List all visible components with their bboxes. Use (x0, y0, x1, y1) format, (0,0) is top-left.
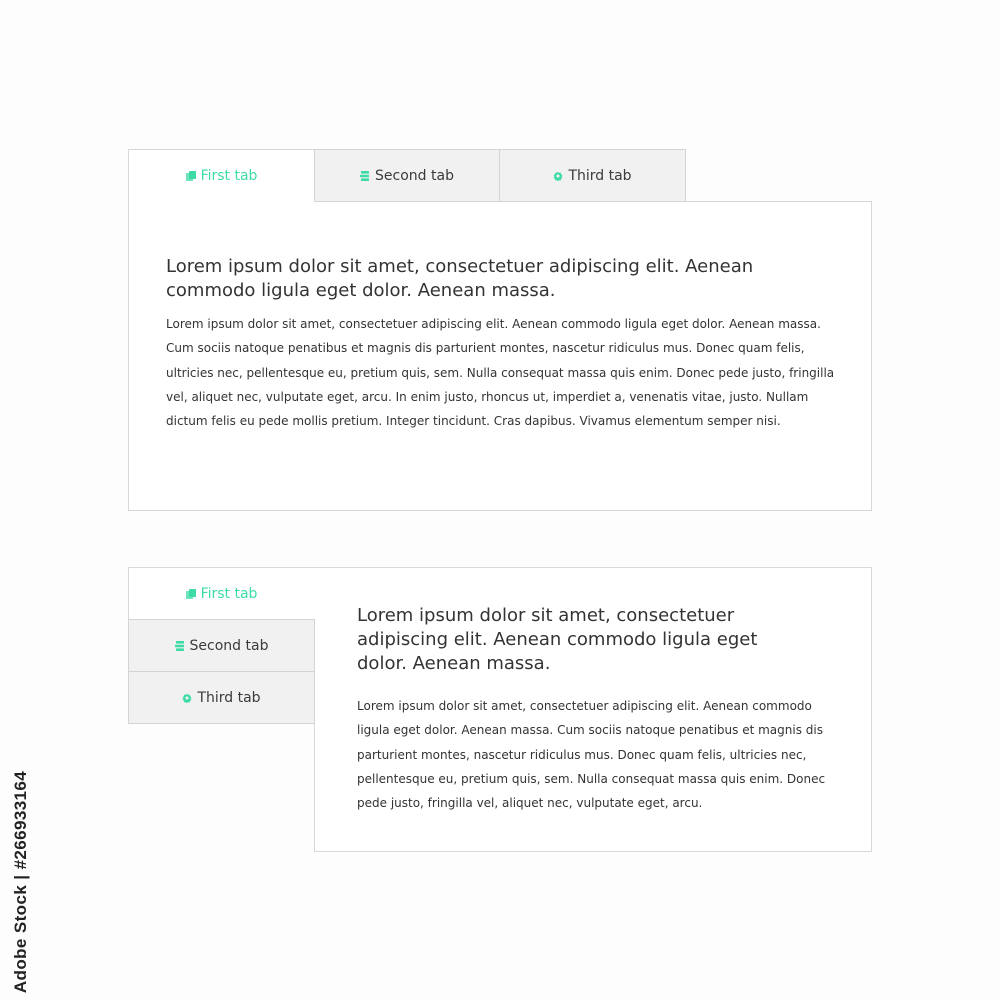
tab-second[interactable] (128, 619, 315, 672)
stack-icon (175, 641, 185, 651)
panel-top-border (686, 201, 872, 202)
content-heading: Lorem ipsum dolor sit amet, consectetuer adipiscing elit. Aenean commodo ligula eget dolor. Aenean massa. (357, 605, 758, 674)
tab-first[interactable] (129, 568, 314, 619)
tab-label: Second tab (375, 167, 454, 184)
copy-icon (186, 589, 196, 599)
tab-second[interactable] (314, 149, 500, 202)
copy-icon (186, 171, 196, 181)
content-heading: Lorem ipsum dolor sit amet, consectetuer adipiscing elit. Aenean commodo ligula eget dolor. Aenean massa. (166, 256, 754, 301)
content-body: Lorem ipsum dolor sit amet, consectetuer adipiscing elit. Aenean commodo ligula eget dolor. Aenean massa. Cum sociis natoque penatibus et magnis dis parturient montes, nascetur ridiculus mus. Donec quam felis, ultricies nec, pellentesque eu, pretium quis, sem. Nulla consequat massa quis enim. Donec pede justo, fringilla vel, aliquet nec, vulputate eget, arcu. In enim justo, rhoncus ut, imperdiet a, venenatis vitae, justo. Nullam dictum felis eu pede mollis pretium. Integer tincidunt. Cras dapibus. Vivamus elementum semper nisi. (166, 317, 835, 429)
tab-label: First tab (200, 585, 258, 602)
content-body: Lorem ipsum dolor sit amet, consectetuer adipiscing elit. Aenean commodo ligula eget dolor. Aenean massa. Cum sociis natoque penatibus et magnis dis parturient montes, nascetur ridiculus mus. Donec quam felis, ultricies nec, pellentesque eu, pretium quis, sem. Nulla consequat massa quis enim. Donec pede justo, fringilla vel, aliquet nec, vulputate eget, arcu. (357, 699, 826, 811)
stack-icon (360, 171, 370, 181)
tab-third[interactable] (499, 149, 686, 202)
panel-left-border (314, 723, 315, 852)
tab-label: Third tab (568, 167, 632, 184)
tab-label: First tab (200, 167, 258, 184)
gear-icon (553, 171, 563, 181)
panel-gap (686, 148, 876, 201)
tab-label: Second tab (189, 637, 269, 654)
tab-label: Third tab (197, 689, 261, 706)
gear-icon (182, 693, 192, 703)
tab-first[interactable] (129, 150, 314, 201)
tab-third[interactable] (128, 671, 315, 724)
stock-id-watermark: Adobe Stock | #266933164 (11, 770, 30, 994)
panel-gap (126, 724, 314, 856)
